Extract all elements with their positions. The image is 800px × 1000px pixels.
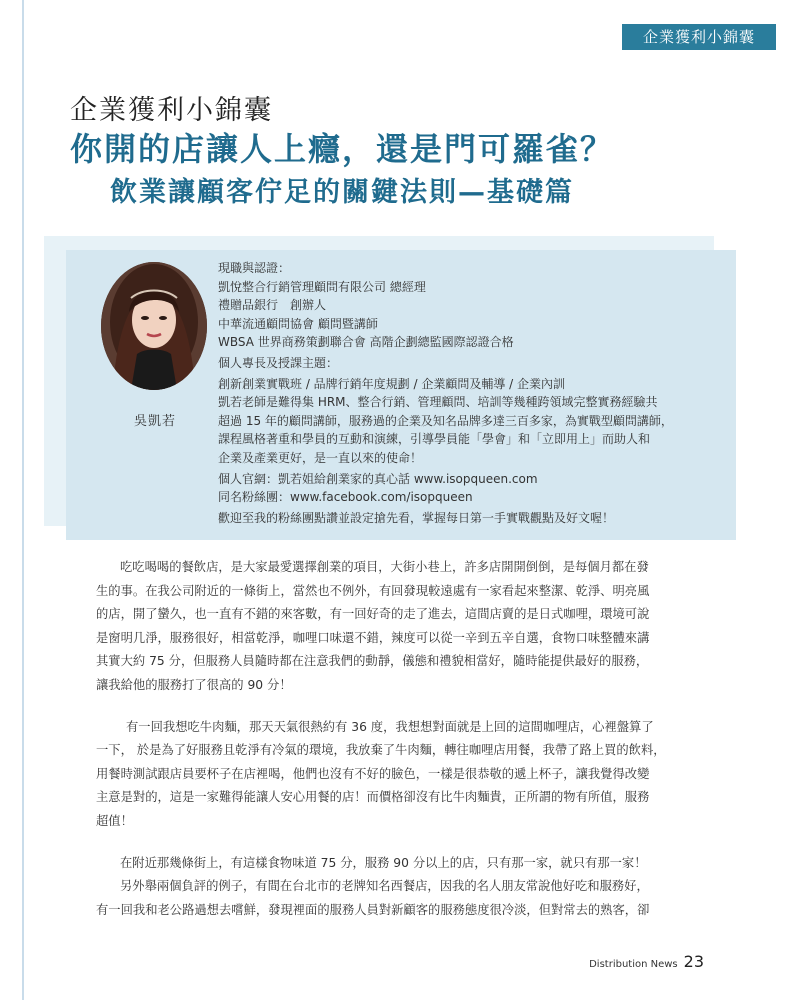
specialty-line: 企業及產業更好，是一直以來的使命！ <box>218 450 423 465</box>
body-line: 有一回我和老公路過想去嚐鮮，發現裡面的服務人員對新顧客的服務態度很冷淡，但對常去的熟客，卻 <box>96 902 650 917</box>
credential-line: WBSA 世界商務策劃聯合會 高階企劃總監國際認證合格 <box>218 335 514 350</box>
credentials-heading: 現職與認證： <box>218 261 291 275</box>
article-body <box>96 556 706 922</box>
specialty-line: 課程風格著重和學員的互動和演練，引導學員能「學會」和「立即用上」而助人和 <box>218 432 651 447</box>
author-bio <box>218 259 730 527</box>
body-line: 另外舉兩個負評的例子，有間在台北市的老牌知名西餐店，因我的名人朋友常說他好吃和服務好， <box>120 879 649 894</box>
body-line: 超值！ <box>96 813 133 828</box>
page-footer <box>589 952 704 971</box>
paragraph-spacer <box>96 834 706 852</box>
body-line: 吃吃喝喝的餐飲店，是大家最愛選擇創業的項目，大街小巷上，許多店開開倒倒，是每個月都在發 <box>120 560 649 574</box>
paragraph-spacer <box>96 698 706 716</box>
author-portrait <box>101 262 207 390</box>
specialty-line: 創新創業實戰班 / 品牌行銷年度規劃 / 企業顧問及輔導 / 企業內訓 <box>218 376 566 391</box>
credential-line: 凱悅整合行銷管理顧問有限公司 總經理 <box>218 279 426 294</box>
article-subheadline: 飲業讓顧客佇足的關鍵法則—基礎篇 <box>110 177 574 208</box>
body-line: 用餐時測試跟店員要杯子在店裡喝，他們也沒有不好的臉色，一樣是很恭敬的遞上杯子，讓我覺得改變 <box>96 766 650 781</box>
body-line: 的店，開了蠻久，也一直有不錯的來客數，有一回好奇的走了進去，這間店賣的是日式咖哩，環境可說 <box>96 607 650 622</box>
specialty-line: 超過 15 年的顧問講師，服務過的企業及知名品牌多達三百多家，為實戰型顧問講師， <box>218 413 673 428</box>
body-line: 在附近那幾條街上，有這樣食物味道 75 分，服務 90 分以上的店，只有那一家，就只有那一家！ <box>120 855 647 870</box>
magazine-name: Distribution News <box>589 959 678 970</box>
section-tag: 企業獲利小錦囊 <box>622 24 776 50</box>
page-number: 23 <box>683 952 704 971</box>
article-headline: 你開的店讓人上癮，還是門可羅雀？ <box>70 130 615 168</box>
body-line: 生的事。在我公司附近的一條街上，當然也不例外，有回發現較遠處有一家看起來整潔、乾淨、明亮風 <box>96 583 650 598</box>
body-line: 其實大約 75 分，但服務人員隨時都在注意我們的動靜，儀態和禮貌相當好，隨時能提供最好的服務， <box>96 654 649 669</box>
column-kicker: 企業獲利小錦囊 <box>70 95 273 126</box>
invite-line: 歡迎至我的粉絲團點讚並設定搶先看，掌握每日第一手實戰觀點及好文喔！ <box>218 510 615 525</box>
left-margin-rule <box>22 0 24 1000</box>
body-line: 一下， 於是為了好服務且乾淨有冷氣的環境，我放棄了牛肉麵，轉往咖哩店用餐，我帶了路上買的飲料， <box>96 743 666 758</box>
body-line: 有一回我想吃牛肉麵，那天天氣很熱約有 36 度，我想想對面就是上回的這間咖哩店，心裡盤算了 <box>126 719 654 734</box>
portrait-illustration <box>101 262 207 390</box>
specialty-line: 凱若老師是難得集 HRM、整合行銷、管理顧問、培訓等幾種跨領域完整實務經驗共 <box>218 395 658 410</box>
body-line: 主意是對的，這是一家難得能讓人安心用餐的店！而價格卻沒有比牛肉麵貴，正所謂的物有所值，服務 <box>96 790 650 805</box>
facebook-line: 同名粉絲團：www.facebook.com/isopqueen <box>218 490 473 505</box>
body-line: 是窗明几淨，服務很好，相當乾淨，咖哩口味還不錯，辣度可以從一辛到五辛自選，食物口味整體來講 <box>96 630 650 645</box>
specialties-heading: 個人專長及授課主題： <box>218 355 339 370</box>
credential-line: 禮贈品銀行 創辦人 <box>218 298 327 313</box>
body-line: 讓我給他的服務打了很高的 90 分！ <box>96 677 292 692</box>
author-name: 吳凱若 <box>133 414 176 429</box>
website-line: 個人官網：凱若姐給創業家的真心話 www.isopqueen.com <box>218 471 538 486</box>
credential-line: 中華流通顧問協會 顧問暨講師 <box>218 316 378 331</box>
